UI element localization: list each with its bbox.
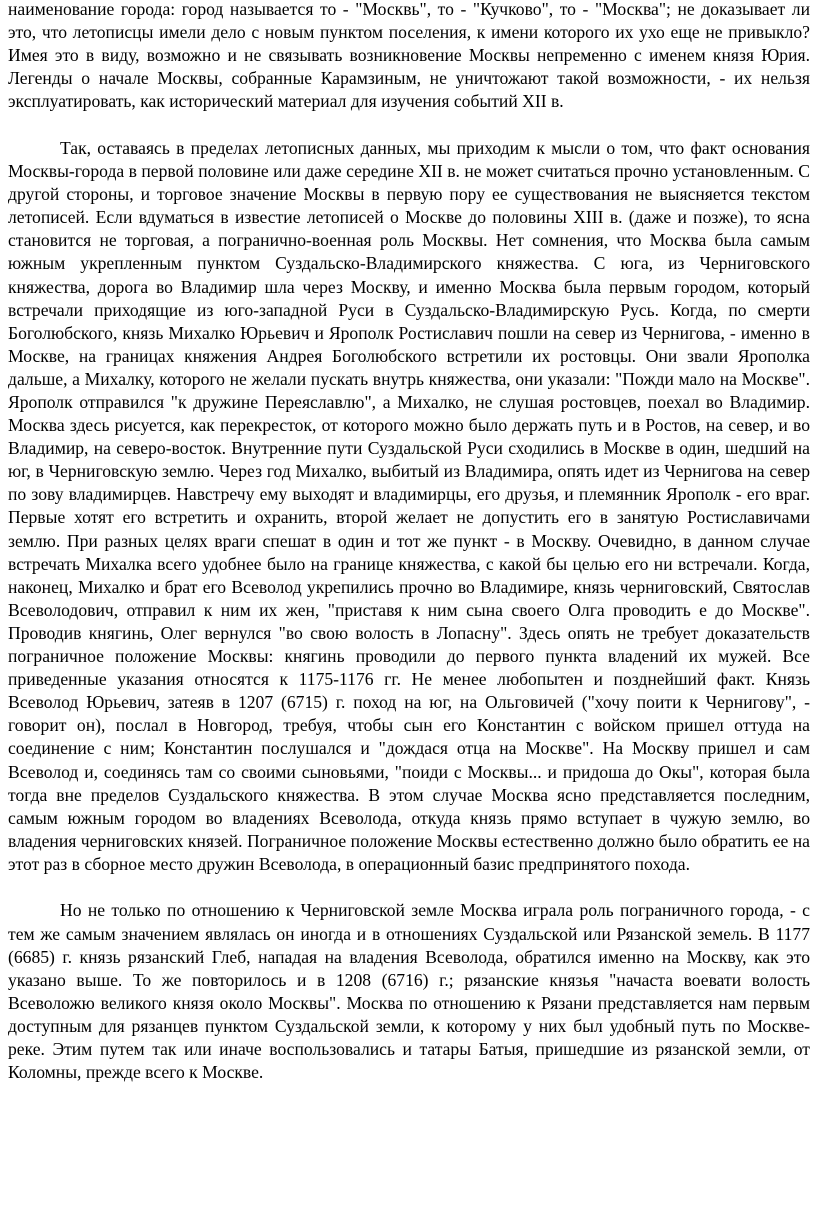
paragraph-continued: наименование города: город называется то - "Москвь", то - "Кучково", то - "Москва"; не доказывает ли это, что летописцы имели дело с новым пунктом поселения, к имени которого их ухо еще не привыкло? Имея это в виду, возможно и не связывать возникновение Москвы непременно с именем князя Юрия. Легенды о начале Москвы, собранные Карамзиным, не уничтожают такой возможности, - их нельзя эксплуатировать, как исторический материал для изучения событий XII в.: [8, 0, 810, 112]
document-body: [8, 0, 810, 1084]
paragraph-spacer: [8, 876, 810, 900]
paragraph-moscow-border-role: Так, оставаясь в пределах летописных данных, мы приходим к мысли о том, что факт основания Москвы-города в первой половине или даже середине XII в. не может считаться прочно установленным. С другой стороны, и торговое значение Москвы в первую пору ее существования не выясняется текстом летописей. Если вдуматься в известие летописей о Москве до половины XIII в. (даже и позже), то ясна становится не торговая, а погранично-военная роль Москвы. Нет сомнения, что Москва была самым южным укрепленным пунктом Суздальско-Владимирского княжества. С юга, из Черниговского княжества, дорога во Владимир шла через Москву, и именно Москва была первым городом, который встречали приходящие из юго-западной Руси в Суздальско-Владимирскую Русь. Когда, по смерти Боголюбского, князь Михалко Юрьевич и Ярополк Ростиславич пошли на север из Чернигова, - именно в Москве, на границах княжения Андрея Боголюбского встретили их ростовцы. Они звали Ярополка дальше, а Михалку, которого не желали пускать внутрь княжества, они указали: "Пожди мало на Москве". Ярополк отправился "к дружине Переяславлю", а Михалко, не слушая ростовцев, поехал во Владимир. Москва здесь рисуется, как перекресток, от которого можно было держать путь и в Ростов, на север, и во Владимир, на северо-восток. Внутренние пути Суздальской Руси сходились в Москве в один, шедший на юг, в Черниговскую землю. Через год Михалко, выбитый из Владимира, опять идет из Чернигова на север по зову владимирцев. Навстречу ему выходят и владимирцы, его друзья, и племянник Ярополк - его враг. Первые хотят его встретить и охранить, второй желает не допустить его в занятую Ростиславичами землю. При разных целях враги спешат в один и тот же пункт - в Москву. Очевидно, в данном случае встречать Михалка всего удобнее было на границе княжества, с какой бы целью его ни встречали. Когда, наконец, Михалко и брат его Всеволод укрепились прочно во Владимире, князь черниговский, Святослав Всеволодович, отправил к ним их жен, "приставя к ним сына своего Олга проводить е до Москве". Проводив княгинь, Олег вернулся "во свою волость в Лопасну". Здесь опять не требует доказательств пограничное положение Москвы: княгинь проводили до первого пункта владений их мужей. Все приведенные указания относятся к 1175-1176 гг. Не менее любопытен и позднейший факт. Князь Всеволод Юрьевич, затеяв в 1207 (6715) г. поход на юг, на Ольговичей ("хочу поити к Чернигову", - говорит он), послал в Новгород, требуя, чтобы сын его Константин с войском пришел оттуда на соединение с ним; Константин послушался и "дождася отца на Москве". На Москву пришел и сам Всеволод и, соединясь там со своими сыновьями, "поиди с Москвы... и придоша до Окы", которая была тогда вне пределов Суздальского княжества. В этом случае Москва ясно представляется последним, самым южным городом во владениях Всеволода, откуда князь прямо вступает в чужую землю, во владения черниговских князей. Пограничное положение Москвы естественно должно было обратить ее на этот раз в сборное место дружин Всеволода, в операционный базис предпринятого похода.: [8, 137, 810, 874]
paragraph-spacer: [8, 113, 810, 137]
paragraph-ryazan-relations: Но не только по отношению к Черниговской земле Москва играла роль пограничного города, - с тем же самым значением являлась он иногда и в отношениях Суздальской или Рязанской земель. В 1177 (6685) г. князь рязанский Глеб, нападая на владения Всеволода, обратился именно на Москву, как это указано выше. То же повторилось и в 1208 (6716) г.; рязанские князья "начаста воевати волость Всеволожю великого князя около Москвы". Москва по отношению к Рязани представляется нам первым доступным для рязанцев пунктом Суздальской земли, к которому у них был удобный путь по Москве-реке. Этим путем так или иначе воспользовались и татары Батыя, пришедшие из рязанской земли, от Коломны, прежде всего к Москве.: [8, 900, 810, 1083]
